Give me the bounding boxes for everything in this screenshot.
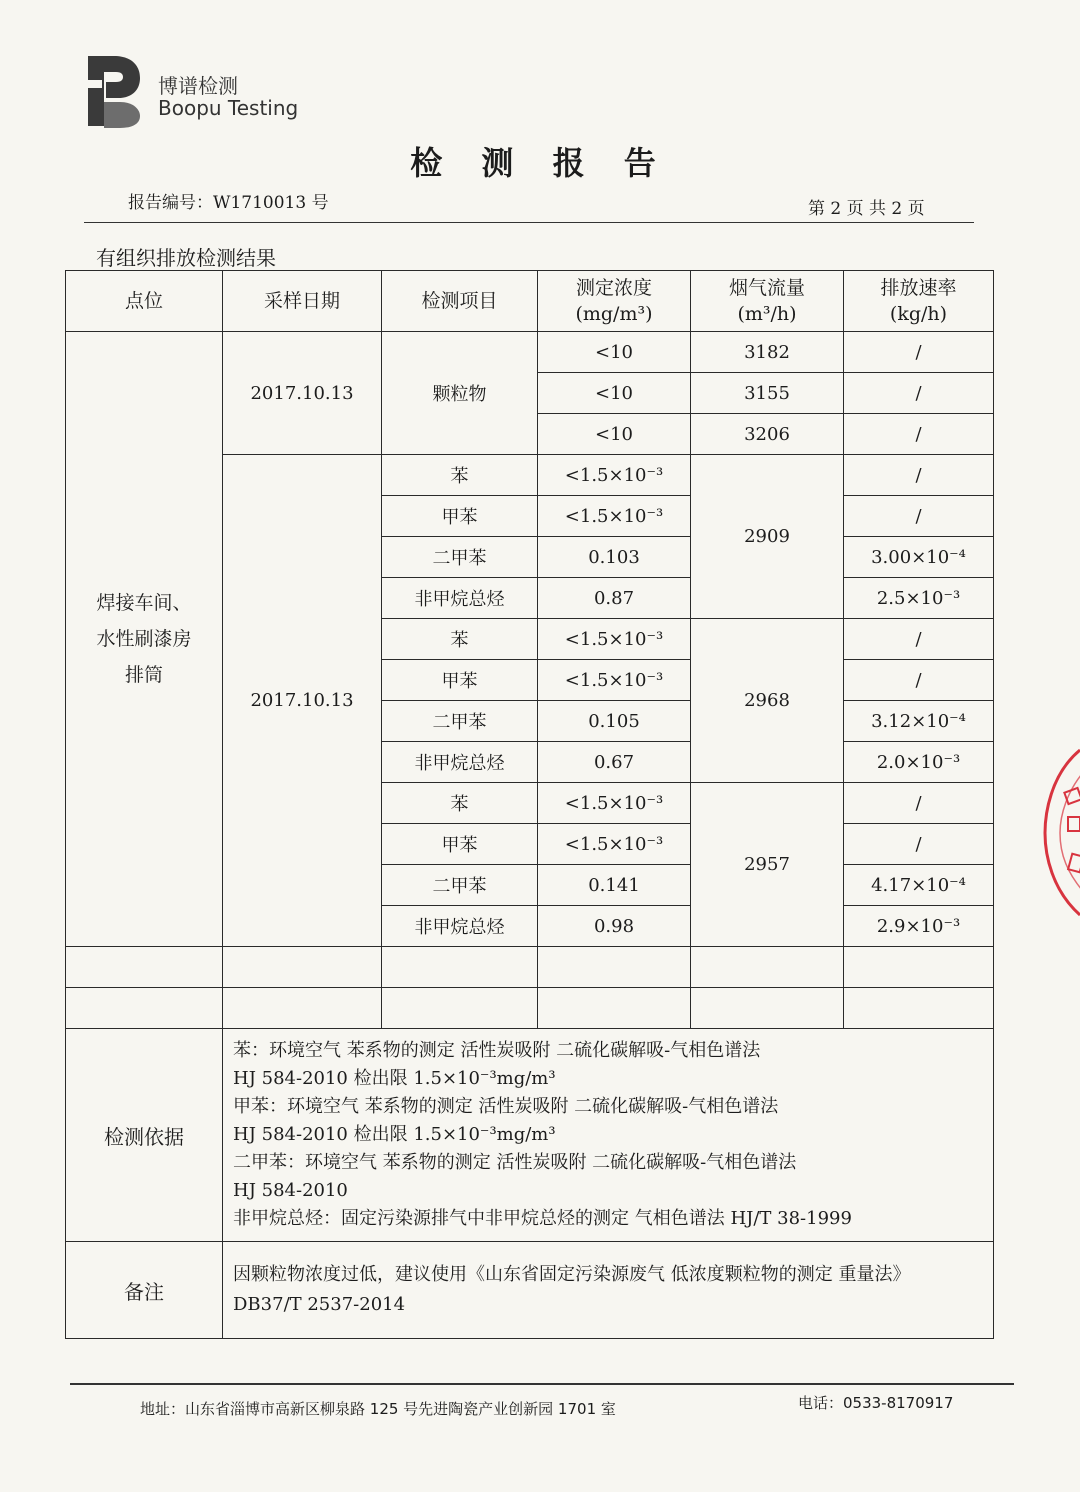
page-number: 第 2 页 共 2 页	[808, 199, 925, 219]
flow-cell: 3155	[691, 373, 844, 414]
rate-cell: /	[844, 660, 994, 701]
rate-cell: /	[844, 619, 994, 660]
basis-line: 苯：环境空气 苯系物的测定 活性炭吸附 二硫化碳解吸-气相色谱法	[233, 1040, 761, 1061]
rate-cell: /	[844, 824, 994, 865]
header-cell-item: 检测项目	[382, 271, 538, 332]
remark-row	[66, 1242, 994, 1339]
header-cell-location: 点位	[66, 271, 223, 332]
flow-cell: 3182	[691, 332, 844, 373]
basis-line: HJ 584-2010 检出限 1.5×10⁻³mg/m³	[233, 1068, 556, 1089]
report-title: 检 测 报 告	[410, 144, 670, 182]
header-divider	[84, 222, 974, 223]
rate-cell: 3.12×10⁻⁴	[844, 701, 994, 742]
concentration-cell: 0.103	[538, 537, 691, 578]
basis-row	[66, 1029, 994, 1242]
header-cell-concentration: 测定浓度 (mg/m³)	[538, 271, 691, 332]
blank-cell	[382, 947, 538, 988]
concentration-cell: 0.141	[538, 865, 691, 906]
concentration-cell: 0.98	[538, 906, 691, 947]
blank-cell	[691, 988, 844, 1029]
footer-address: 地址：山东省淄博市高新区柳泉路 125 号先进陶瓷产业创新园 1701 室	[140, 1400, 616, 1418]
blank-cell	[538, 988, 691, 1029]
item-cell: 苯	[382, 783, 538, 824]
concentration-cell: <1.5×10⁻³	[538, 496, 691, 537]
rate-cell: 2.9×10⁻³	[844, 906, 994, 947]
concentration-cell: 0.67	[538, 742, 691, 783]
section-title: 有组织排放检测结果	[96, 246, 276, 270]
blank-cell	[223, 947, 382, 988]
basis-label: 检测依据	[66, 1029, 223, 1242]
header-cell-flow: 烟气流量 (m³/h)	[691, 271, 844, 332]
item-cell: 二甲苯	[382, 865, 538, 906]
rate-cell: /	[844, 496, 994, 537]
date-cell: 2017.10.13	[223, 332, 382, 455]
header-cell-date: 采样日期	[223, 271, 382, 332]
date-cell: 2017.10.13	[223, 455, 382, 947]
brand-name-en: Boopu Testing	[158, 96, 299, 120]
boopu-logo-icon	[82, 52, 142, 130]
item-cell: 颗粒物	[382, 332, 538, 455]
concentration-cell: <1.5×10⁻³	[538, 660, 691, 701]
item-cell: 甲苯	[382, 496, 538, 537]
flow-cell: 2957	[691, 783, 844, 947]
rate-cell: /	[844, 414, 994, 455]
rate-cell: /	[844, 332, 994, 373]
rate-cell: 4.17×10⁻⁴	[844, 865, 994, 906]
item-cell: 二甲苯	[382, 701, 538, 742]
blank-cell	[844, 988, 994, 1029]
blank-cell	[382, 988, 538, 1029]
basis-text	[223, 1029, 994, 1242]
basis-line: HJ 584-2010 检出限 1.5×10⁻³mg/m³	[233, 1124, 556, 1145]
concentration-cell: <1.5×10⁻³	[538, 619, 691, 660]
rate-cell: 2.5×10⁻³	[844, 578, 994, 619]
blank-cell	[538, 947, 691, 988]
blank-cell	[691, 947, 844, 988]
blank-cell	[844, 947, 994, 988]
header-cell-rate: 排放速率 (kg/h)	[844, 271, 994, 332]
item-cell: 非甲烷总烃	[382, 906, 538, 947]
rate-cell: /	[844, 373, 994, 414]
brand-name-cn: 博谱检测	[158, 74, 238, 98]
table-header-row	[66, 271, 994, 332]
item-cell: 苯	[382, 455, 538, 496]
results-table	[65, 270, 994, 1339]
remark-text: 因颗粒物浓度过低，建议使用《山东省固定污染源废气 低浓度颗粒物的测定 重量法》 DB37/T 2537-2014	[223, 1242, 994, 1339]
item-cell: 非甲烷总烃	[382, 578, 538, 619]
item-cell: 苯	[382, 619, 538, 660]
rate-cell: /	[844, 455, 994, 496]
flow-cell: 2968	[691, 619, 844, 783]
footer-divider	[70, 1383, 1014, 1385]
flow-cell: 2909	[691, 455, 844, 619]
basis-line: 非甲烷总烃：固定污染源排气中非甲烷总烃的测定 气相色谱法 HJ/T 38-1999	[233, 1208, 852, 1229]
remark-label: 备注	[66, 1242, 223, 1339]
item-cell: 二甲苯	[382, 537, 538, 578]
concentration-cell: <10	[538, 332, 691, 373]
item-cell: 非甲烷总烃	[382, 742, 538, 783]
concentration-cell: <10	[538, 373, 691, 414]
concentration-cell: 0.87	[538, 578, 691, 619]
location-cell: 焊接车间、 水性刷漆房 排筒	[66, 332, 223, 947]
concentration-cell: 0.105	[538, 701, 691, 742]
concentration-cell: <1.5×10⁻³	[538, 824, 691, 865]
concentration-cell: <10	[538, 414, 691, 455]
rate-cell: 2.0×10⁻³	[844, 742, 994, 783]
blank-row	[66, 988, 994, 1029]
blank-row	[66, 947, 994, 988]
report-number: 报告编号：W1710013 号	[128, 193, 329, 213]
basis-line: HJ 584-2010	[233, 1180, 348, 1201]
basis-line: 二甲苯：环境空气 苯系物的测定 活性炭吸附 二硫化碳解吸-气相色谱法	[233, 1152, 797, 1173]
blank-cell	[66, 947, 223, 988]
red-seal-stamp-icon	[1040, 745, 1080, 920]
item-cell: 甲苯	[382, 824, 538, 865]
rate-cell: /	[844, 783, 994, 824]
rate-cell: 3.00×10⁻⁴	[844, 537, 994, 578]
basis-line: 甲苯：环境空气 苯系物的测定 活性炭吸附 二硫化碳解吸-气相色谱法	[233, 1096, 779, 1117]
concentration-cell: <1.5×10⁻³	[538, 455, 691, 496]
footer-phone: 电话：0533-8170917	[798, 1394, 954, 1412]
blank-cell	[66, 988, 223, 1029]
table-row	[66, 332, 994, 373]
concentration-cell: <1.5×10⁻³	[538, 783, 691, 824]
item-cell: 甲苯	[382, 660, 538, 701]
flow-cell: 3206	[691, 414, 844, 455]
blank-cell	[223, 988, 382, 1029]
